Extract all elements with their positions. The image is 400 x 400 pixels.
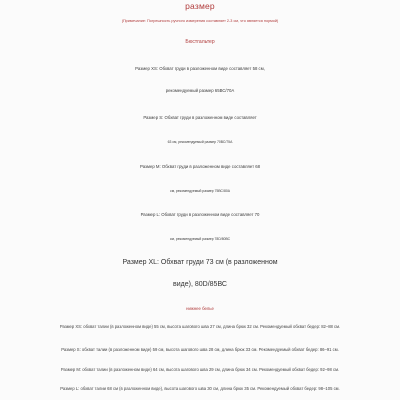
bra-size-xl-line: Размер XL: Обхват груди 73 см (в разложенном xyxy=(122,259,278,266)
bra-heading: Бюстгальтер xyxy=(185,39,215,45)
bra-size-l-recommend: см, рекомендуемый размер 78D/80ВС xyxy=(169,237,231,241)
bra-size-m-recommend: см, рекомендуемый размер 75ВС/80А xyxy=(170,189,230,193)
bra-size-xs-recommend: рекомендуемый размер 65ВС/70А xyxy=(165,88,235,93)
bra-size-m-line: Размер M: Обхват груди в разложенном виде составляет 68 xyxy=(139,164,261,169)
document-title: размер xyxy=(185,1,215,11)
measurement-note: (Примечание: Погрешность ручного измерения составляет 2-3 см, что является нормой) xyxy=(121,19,279,23)
bra-size-xl-recommend: виде), 80D/85ВС xyxy=(173,281,227,288)
panties-size-m-line: Размер M: обхват талии (в разложенном виде) 64 см, высота шагового шва 29 см, длина брюк 34 см. Рекомендуемый обхват бедер: 92–98 см. xyxy=(60,367,340,372)
panties-size-s-line: Размер S: обхват талии (в разложенном виде) 59 см, высота шагового шва 28 см, длина брюк 33 см. Рекомендуемый обхват бедер: 86–91 см. xyxy=(61,347,339,352)
bra-size-s-line: Размер S: Обхват груди в разложенном виде составляет xyxy=(143,115,257,120)
bra-size-xs-line: Размер XS: Обхват груди в разложенном виде составляет 58 см, xyxy=(135,66,265,71)
panties-size-l-line: Размер L: обхват талии 68 см (в разложенном виде), высота шагового шва 30 см, длина брюк 35 см. Рекомендуемый обхват бедер: 98–105 см. xyxy=(60,386,340,391)
bra-size-l-line: Размер L: Обхват груди в разложенном виде составляет 70 xyxy=(140,212,260,217)
bra-size-s-recommend: 63 см, рекомендуемый размер 70ВС/75А xyxy=(167,140,233,144)
panties-heading: нижнее белье xyxy=(186,306,214,311)
panties-size-xs-line: Размер XS: обхват талии (в разложенном виде) 55 см, высота шагового шва 27 см, длина брюк 32 см. Рекомендуемый обхват бедер: 82–88 см. xyxy=(59,324,341,329)
